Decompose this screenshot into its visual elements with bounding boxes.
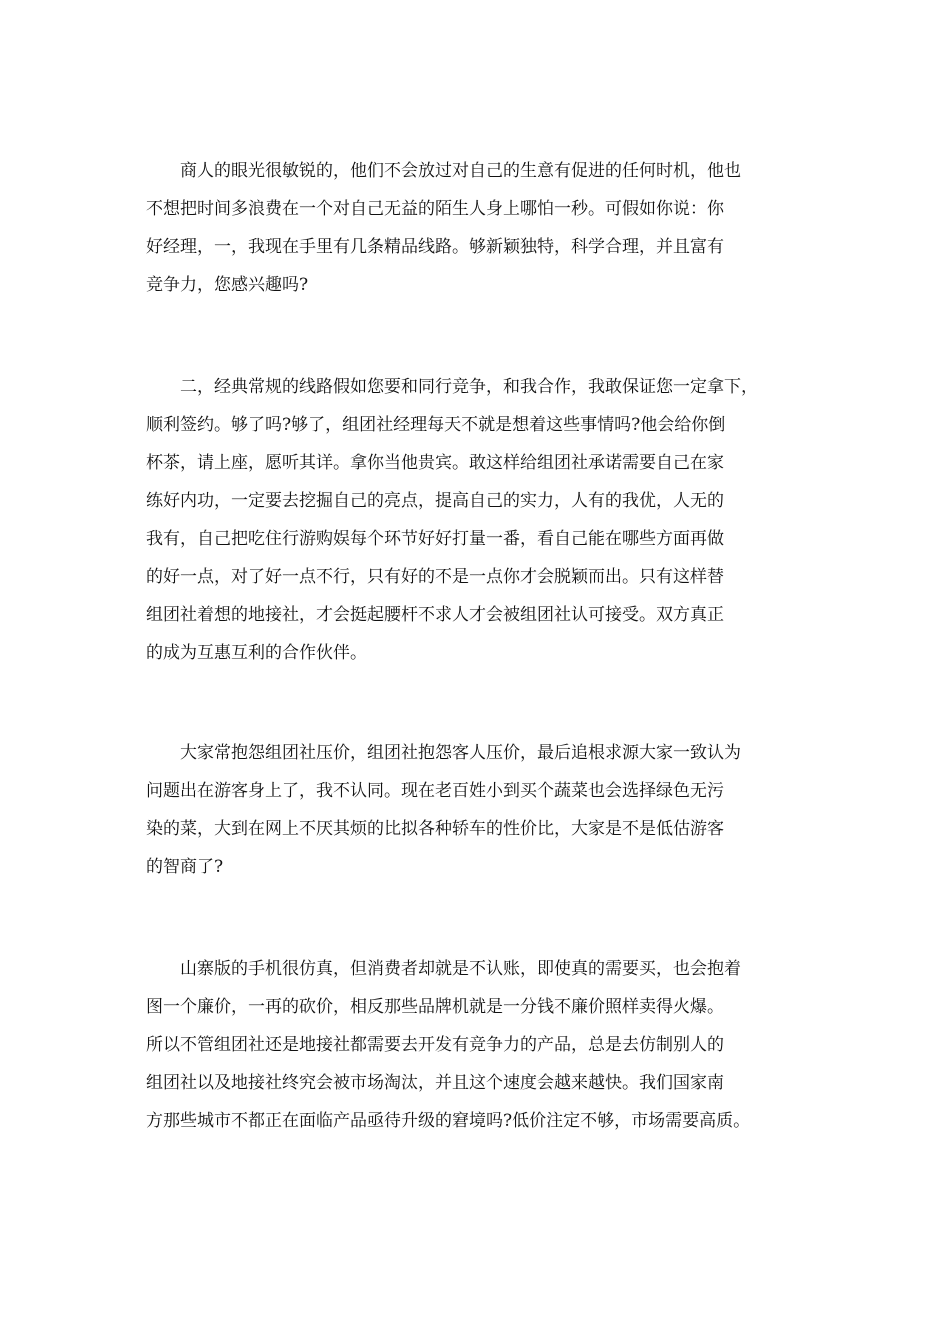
paragraph-2 (146, 368, 836, 672)
paragraph-4 (146, 950, 836, 1140)
paragraph-line: 好经理，一，我现在手里有几条精品线路。够新颖独特，科学合理，并且富有 (146, 237, 724, 257)
paragraph-line: 问题出在游客身上了，我不认同。现在老百姓小到买个蔬菜也会选择绿色无污 (146, 781, 724, 801)
paragraph-line: 染的菜，大到在网上不厌其烦的比拟各种轿车的性价比，大家是不是低估游客 (146, 819, 724, 839)
paragraph-line: 商人的眼光很敏锐的，他们不会放过对自己的生意有促进的任何时机，他也 (146, 161, 741, 181)
paragraph-line: 我有，自己把吃住行游购娱每个环节好好打量一番，看自己能在哪些方面再做 (146, 529, 724, 549)
paragraph-line: 杯茶，请上座，愿听其详。拿你当他贵宾。敢这样给组团社承诺需要自己在家 (146, 453, 724, 473)
paragraph-line: 组团社着想的地接社，才会挺起腰杆不求人才会被组团社认可接受。双方真正 (146, 605, 724, 625)
paragraph-line: 的智商了? (146, 857, 224, 877)
paragraph-line: 的成为互惠互利的合作伙伴。 (146, 643, 367, 663)
paragraph-line: 的好一点，对了好一点不行，只有好的不是一点你才会脱颖而出。只有这样替 (146, 567, 724, 587)
paragraph-line: 二，经典常规的线路假如您要和同行竞争，和我合作，我敢保证您一定拿下， (146, 377, 758, 397)
paragraph-1 (146, 152, 836, 304)
paragraph-line: 顺利签约。够了吗?够了，组团社经理每天不就是想着这些事情吗?他会给你倒 (146, 415, 726, 435)
paragraph-line: 组团社以及地接社终究会被市场淘汰，并且这个速度会越来越快。我们国家南 (146, 1073, 724, 1093)
paragraph-line: 不想把时间多浪费在一个对自己无益的陌生人身上哪怕一秒。可假如你说：你 (146, 199, 724, 219)
paragraph-line: 图一个廉价，一再的砍价，相反那些品牌机就是一分钱不廉价照样卖得火爆。 (146, 997, 724, 1017)
paragraph-line: 方那些城市不都正在面临产品亟待升级的窘境吗?低价注定不够，市场需要高质。 (146, 1111, 751, 1131)
paragraph-3 (146, 734, 836, 886)
paragraph-line: 大家常抱怨组团社压价，组团社抱怨客人压价，最后追根求源大家一致认为 (146, 743, 741, 763)
paragraph-line: 竞争力，您感兴趣吗? (146, 275, 309, 295)
paragraph-line: 练好内功，一定要去挖掘自己的亮点，提高自己的实力，人有的我优，人无的 (146, 491, 724, 511)
paragraph-line: 所以不管组团社还是地接社都需要去开发有竞争力的产品，总是去仿制别人的 (146, 1035, 724, 1055)
paragraph-line: 山寨版的手机很仿真，但消费者却就是不认账，即使真的需要买，也会抱着 (146, 959, 741, 979)
